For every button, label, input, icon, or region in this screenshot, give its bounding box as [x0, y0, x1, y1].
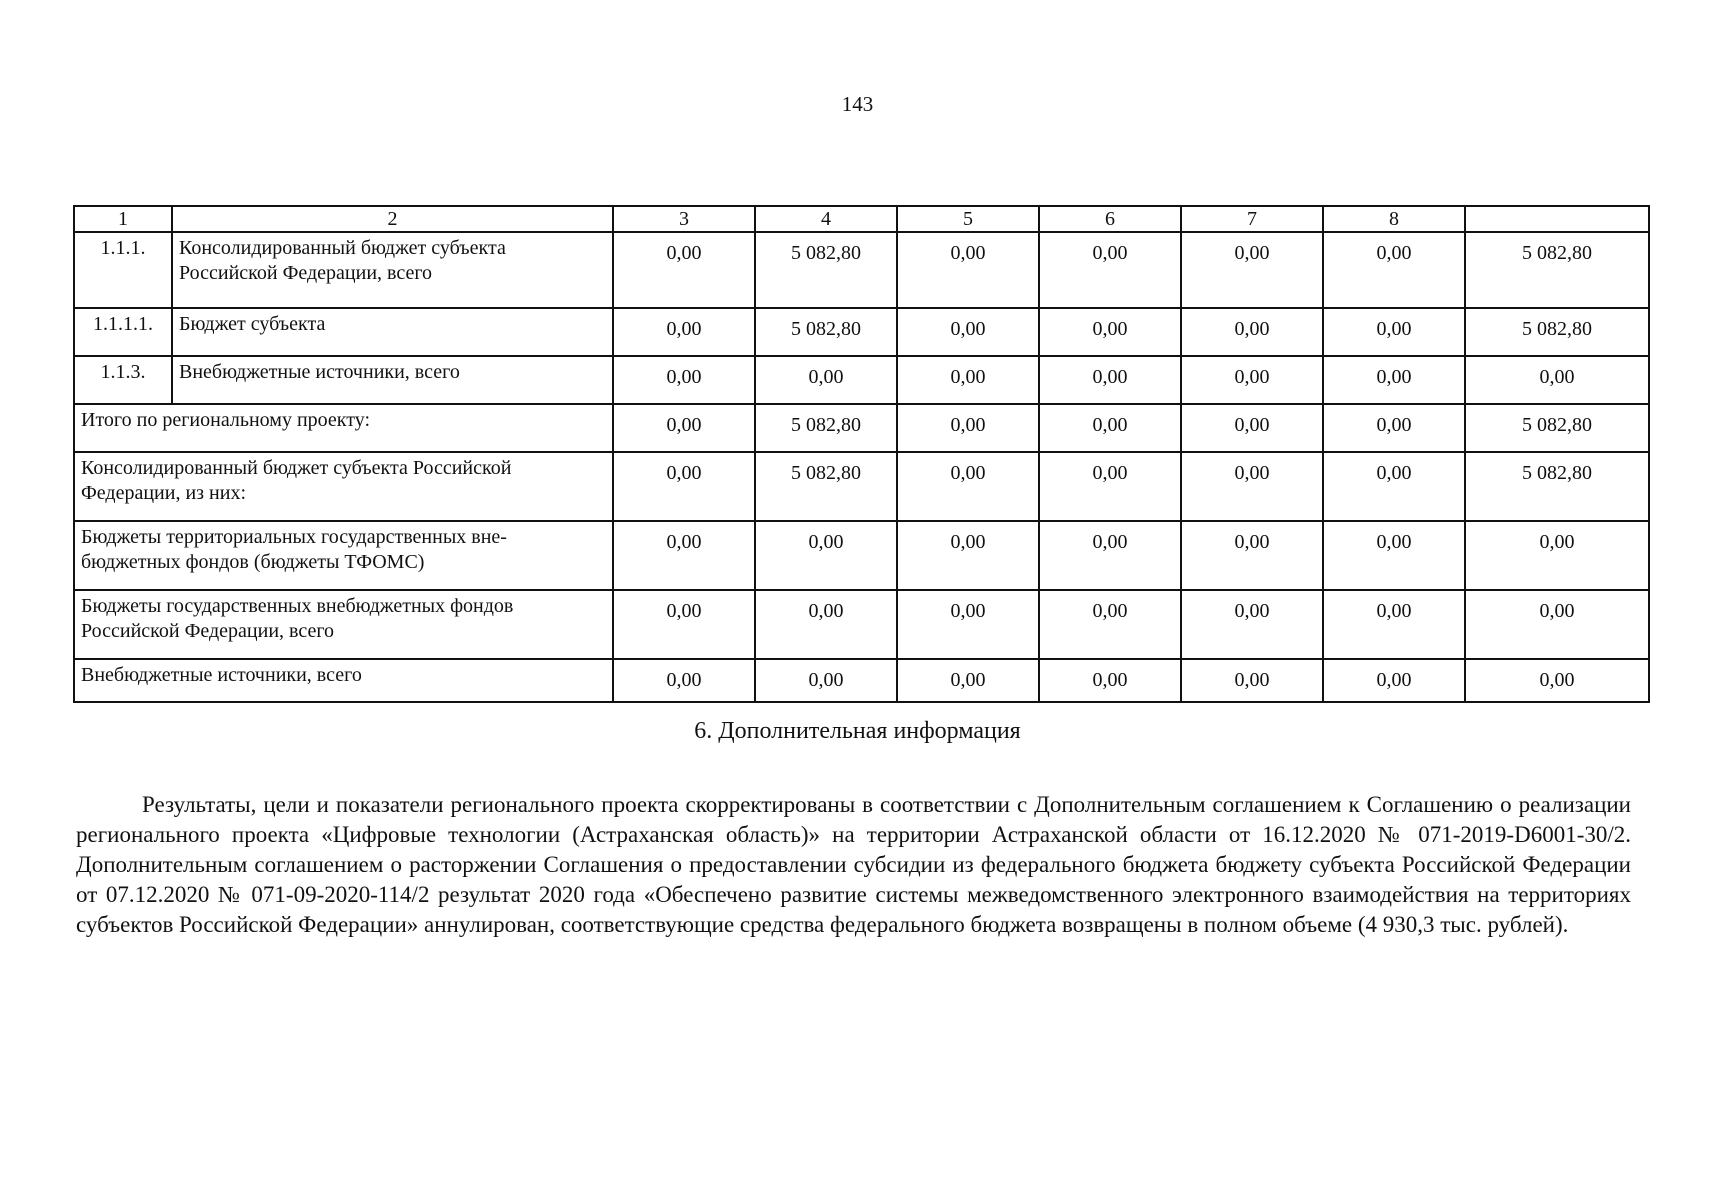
value-cell: 0,00: [1039, 356, 1181, 404]
value-cell: 0,00: [1039, 308, 1181, 356]
value-cell: 5 082,80: [755, 404, 897, 452]
row-code: 1.1.1.: [74, 232, 172, 308]
value-cell: 0,00: [1181, 521, 1323, 590]
budget-table: [73, 205, 1650, 703]
value-cell: 0,00: [897, 521, 1039, 590]
value-cell: 0,00: [1181, 308, 1323, 356]
value-cell: 0,00: [897, 452, 1039, 521]
value-cell: 0,00: [1323, 659, 1465, 702]
value-cell: 0,00: [1323, 452, 1465, 521]
value-cell: 0,00: [613, 452, 755, 521]
row-name: Внебюджетные источники, всего: [172, 356, 613, 404]
value-cell: 0,00: [1039, 590, 1181, 659]
table-header-cell: 4: [755, 206, 897, 232]
value-cell: 0,00: [897, 356, 1039, 404]
value-cell: 5 082,80: [1465, 452, 1649, 521]
value-cell: 5 082,80: [755, 232, 897, 308]
table-header-cell: 6: [1039, 206, 1181, 232]
value-cell: 0,00: [613, 590, 755, 659]
value-cell: 0,00: [1039, 659, 1181, 702]
table-row: [74, 232, 1649, 308]
table-row: [74, 521, 1649, 590]
table-header-cell: 1: [74, 206, 172, 232]
row-code: 1.1.1.1.: [74, 308, 172, 356]
table-row: [74, 308, 1649, 356]
value-cell: 0,00: [755, 590, 897, 659]
section-title: 6. Дополнительная информация: [694, 718, 1021, 744]
value-cell: 0,00: [1181, 659, 1323, 702]
value-cell: 0,00: [755, 521, 897, 590]
section-paragraph: Результаты, цели и показатели регионального проекта скорректированы в соответствии с Дополнительным соглашением к Соглашению о реализации регионального проекта «Цифровые технологии (Астраханская область)» на территории Астраханской области от 16.12.2020 № 071-2019-D6001-30/2. Дополнительным соглашением о расторжении Соглашения о предоставлении субсидии из федерального бюджета бюджету субъекта Российской Федерации от 07.12.2020 № 071-09-2020-114/2 результат 2020 года «Обеспечено развитие системы межведомственного электронного взаимодействия на территориях субъектов Российской Федерации» аннулирован, соответствующие средства федерального бюджета возвращены в полном объеме (4 930,3 тыс. рублей).: [76, 792, 1631, 937]
table-header-cell: 2: [172, 206, 613, 232]
row-name: Бюджет субъекта: [172, 308, 613, 356]
value-cell: 0,00: [897, 232, 1039, 308]
value-cell: 0,00: [1039, 521, 1181, 590]
value-cell: 0,00: [1323, 308, 1465, 356]
value-cell: 0,00: [755, 659, 897, 702]
value-cell: 0,00: [1181, 232, 1323, 308]
table-header-row: [74, 206, 1649, 232]
value-cell: 0,00: [1465, 659, 1649, 702]
value-cell: 0,00: [1465, 521, 1649, 590]
row-name: Бюджеты государственных внебюджетных фондов Российской Федерации, всего: [74, 590, 613, 659]
table-header-cell: [1465, 206, 1649, 232]
value-cell: 5 082,80: [1465, 232, 1649, 308]
value-cell: 0,00: [1039, 404, 1181, 452]
page-number: 143: [841, 92, 874, 116]
value-cell: 0,00: [1323, 404, 1465, 452]
table-row: [74, 659, 1649, 702]
value-cell: 0,00: [755, 356, 897, 404]
row-code: 1.1.3.: [74, 356, 172, 404]
value-cell: 0,00: [1181, 452, 1323, 521]
table-row: [74, 590, 1649, 659]
row-name: Внебюджетные источники, всего: [74, 659, 613, 702]
value-cell: 0,00: [613, 521, 755, 590]
value-cell: 0,00: [1465, 590, 1649, 659]
table-header-cell: 7: [1181, 206, 1323, 232]
value-cell: 0,00: [1181, 356, 1323, 404]
value-cell: 0,00: [613, 659, 755, 702]
value-cell: 0,00: [1039, 452, 1181, 521]
row-name: Консолидированный бюджет субъекта Российской Федерации, всего: [172, 232, 613, 308]
table-header-cell: 8: [1323, 206, 1465, 232]
value-cell: 0,00: [1181, 590, 1323, 659]
table-row: [74, 452, 1649, 521]
value-cell: 0,00: [1039, 232, 1181, 308]
value-cell: 5 082,80: [1465, 404, 1649, 452]
row-name: Итого по региональному проекту:: [74, 404, 613, 452]
value-cell: 0,00: [613, 404, 755, 452]
value-cell: 5 082,80: [755, 452, 897, 521]
row-name: Консолидированный бюджет субъекта Российской Федерации, из них:: [74, 452, 613, 521]
value-cell: 0,00: [897, 659, 1039, 702]
value-cell: 5 082,80: [1465, 308, 1649, 356]
table-header-cell: 5: [897, 206, 1039, 232]
value-cell: 0,00: [897, 308, 1039, 356]
value-cell: 0,00: [1323, 232, 1465, 308]
value-cell: 0,00: [613, 232, 755, 308]
value-cell: 0,00: [1465, 356, 1649, 404]
value-cell: 0,00: [1323, 590, 1465, 659]
table-header-cell: 3: [613, 206, 755, 232]
value-cell: 0,00: [613, 356, 755, 404]
value-cell: 5 082,80: [755, 308, 897, 356]
table-row: [74, 404, 1649, 452]
table-row: [74, 356, 1649, 404]
value-cell: 0,00: [897, 404, 1039, 452]
value-cell: 0,00: [1323, 521, 1465, 590]
value-cell: 0,00: [897, 590, 1039, 659]
value-cell: 0,00: [613, 308, 755, 356]
value-cell: 0,00: [1323, 356, 1465, 404]
value-cell: 0,00: [1181, 404, 1323, 452]
row-name: Бюджеты территориальных государственных вне-бюджетных фондов (бюджеты ТФОМС): [74, 521, 613, 590]
